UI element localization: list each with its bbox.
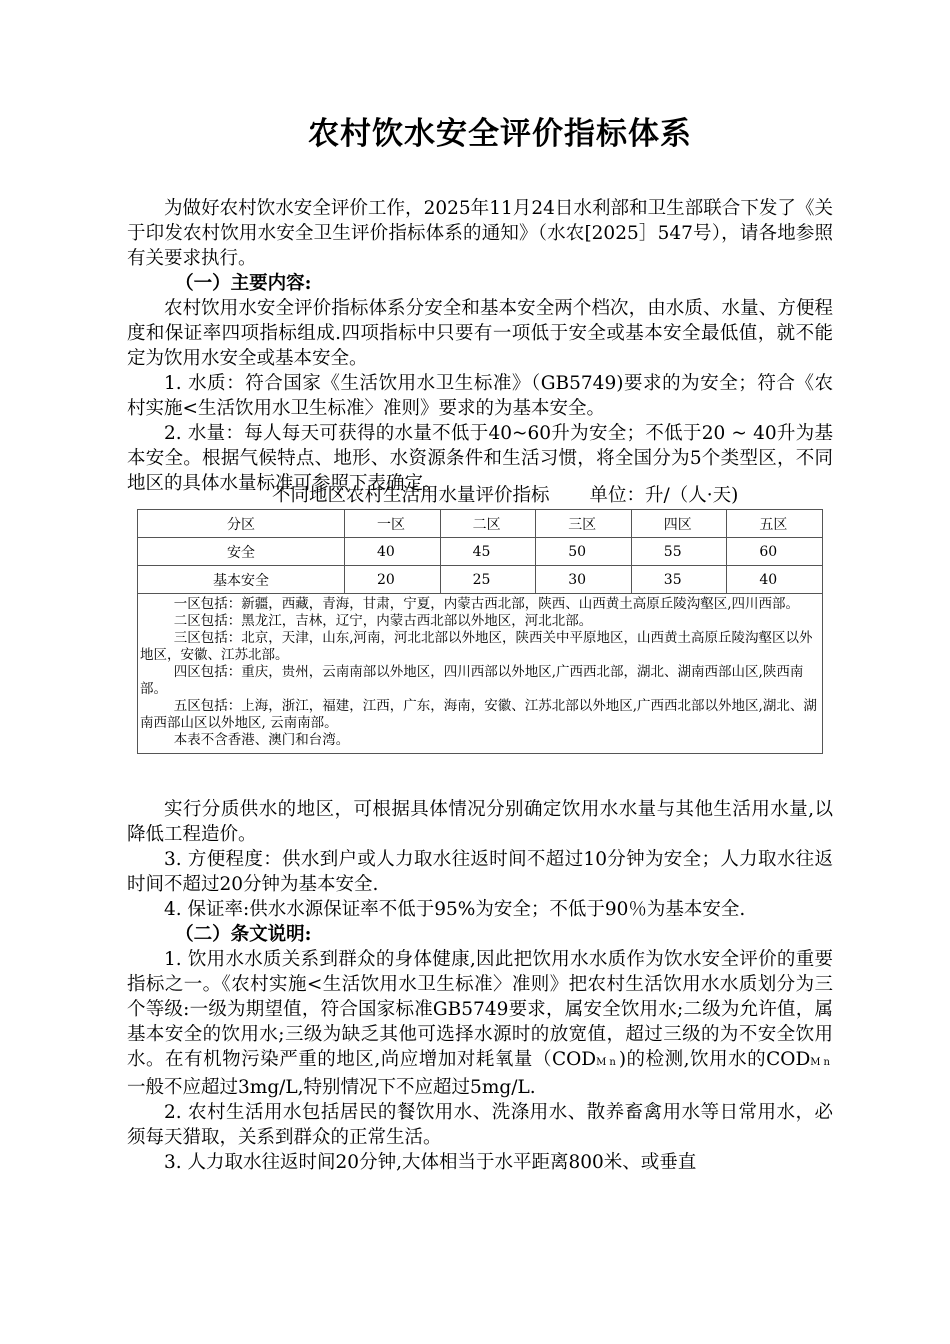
text-block-upper	[127, 196, 833, 496]
table-caption-unit: 单位：升/（人·天)	[589, 485, 739, 506]
water-quantity-table	[137, 509, 823, 754]
table-note: 三区包括：北京，天津，山东,河南，河北北部以外地区，陕西关中平原地区，山西黄土高原丘陵沟壑区以外地区，安徽、江苏北部。	[140, 630, 813, 663]
table-cell: 55	[631, 538, 727, 566]
table-row-label: 安全	[138, 538, 345, 566]
section1-paragraph-water-quantity: 2. 水量：每人每天可获得的水量不低于40~60升为安全；不低于20 ~ 40升为基本安全。根据气候特点、地形、水资源条件和生活习惯，将全国分为5个类型区，不同地区的具体水量标准可参照下表确定。	[127, 423, 833, 494]
table-header-cell: 五区	[727, 510, 823, 538]
table-note: 本表不含香港、澳门和台湾。	[173, 732, 350, 748]
section2-paragraph-1	[127, 947, 833, 1100]
cod-subscript: Mn	[596, 1057, 619, 1068]
table-note: 一区包括：新疆，西藏，青海，甘肃，宁夏，内蒙古西北部，陕西、山西黄土高原丘陵沟壑区,四川西部。	[173, 596, 800, 612]
section2-paragraph-1-part-b: )的检测,饮用水的COD	[618, 1049, 811, 1070]
table-row	[138, 538, 823, 566]
table-header-cell: 二区	[440, 510, 536, 538]
table-header-row	[138, 510, 823, 538]
document-title: 农村饮水安全评价指标体系	[308, 116, 692, 152]
table-caption-title: 不同地区农村生活用水量评价指标	[272, 485, 550, 506]
section2-paragraph-1-part-c: 一般不应超过3mg/L,特别情况下不应超过5mg/L.	[127, 1077, 536, 1098]
table-cell: 50	[536, 538, 632, 566]
section2-paragraph-3: 3. 人力取水往返时间20分钟,大体相当于水平距离800米、或垂直	[164, 1152, 697, 1173]
table-cell: 30	[536, 566, 632, 594]
table-header-cell: 一区	[345, 510, 441, 538]
section1-heading: （一）主要内容:	[175, 273, 312, 294]
table-note: 四区包括：重庆，贵州，云南南部以外地区，四川西部以外地区,广西西北部，湖北、湖南西部山区,陕西南部。	[140, 664, 804, 697]
table-cell: 60	[727, 538, 823, 566]
text-block-lower	[127, 797, 833, 1175]
section2-heading: （二）条文说明:	[175, 924, 312, 945]
table-notes	[138, 594, 823, 754]
section2-paragraph-1-part-a: 1. 饮用水水质关系到群众的身体健康,因此把饮用水水质作为饮水安全评价的重要指标之一。《农村实施<生活饮用水卫生标准〉准则》把农村生活饮用水水质划分为三个等级:一级为期望值，符合国家标准GB5749要求，属安全饮用水;二级为允许值，属基本安全的饮用水;三级为缺乏其他可选择水源时的放宽值，超过三级的为不安全饮用水。在有机物污染严重的地区,尚应增加对耗氧量（COD	[127, 949, 833, 1070]
table-header-cell: 四区	[631, 510, 727, 538]
table-cell: 25	[440, 566, 536, 594]
table-notes-row	[138, 594, 823, 754]
table-cell: 40	[727, 566, 823, 594]
intro-paragraph: 为做好农村饮水安全评价工作，2025年11月24日水利部和卫生部联合下发了《关于印发农村饮用水安全卫生评价指标体系的通知》（水农[2025］547号），请各地参照有关要求执行。	[127, 198, 833, 269]
table-row-label: 基本安全	[138, 566, 345, 594]
cod-subscript: Mn	[810, 1057, 833, 1068]
table-note: 五区包括：上海，浙江，福建，江西，广东，海南，安徽、江苏北部以外地区,广西西北部以外地区,湖北、湖南西部山区以外地区, 云南南部。	[140, 698, 817, 731]
table-cell: 45	[440, 538, 536, 566]
table-note: 二区包括：黑龙江，吉林，辽宁，内蒙古西北部以外地区，河北北部。	[173, 613, 593, 629]
section1-paragraph-water-quality: 1. 水质：符合国家《生活饮用水卫生标准》（GB5749)要求的为安全；符合《农村实施<生活饮用水卫生标准〉准则》要求的为基本安全。	[127, 373, 833, 419]
table-cell: 40	[345, 538, 441, 566]
table-caption	[272, 483, 832, 508]
after-table-paragraph-convenience: 3. 方便程度：供水到户或人力取水往返时间不超过10分钟为安全；人力取水往返时间不超过20分钟为基本安全.	[127, 849, 833, 895]
table-cell: 20	[345, 566, 441, 594]
table-header-cell: 三区	[536, 510, 632, 538]
after-table-paragraph-guarantee: 4. 保证率:供水水源保证率不低于95%为安全；不低于90％为基本安全.	[164, 899, 746, 920]
table-row	[138, 566, 823, 594]
after-table-paragraph-1: 实行分质供水的地区，可根据具体情况分别确定饮用水水量与其他生活用水量,以降低工程造价。	[127, 799, 833, 845]
table-cell: 35	[631, 566, 727, 594]
section2-paragraph-2: 2. 农村生活用水包括居民的餐饮用水、洗涤用水、散养畜禽用水等日常用水，必须每天猎取，关系到群众的正常生活。	[127, 1102, 833, 1148]
section1-paragraph-1: 农村饮用水安全评价指标体系分安全和基本安全两个档次，由水质、水量、方便程度和保证率四项指标组成.四项指标中只要有一项低于安全或基本安全最低值，就不能定为饮用水安全或基本安全。	[127, 298, 833, 369]
table-header-cell: 分区	[138, 510, 345, 538]
